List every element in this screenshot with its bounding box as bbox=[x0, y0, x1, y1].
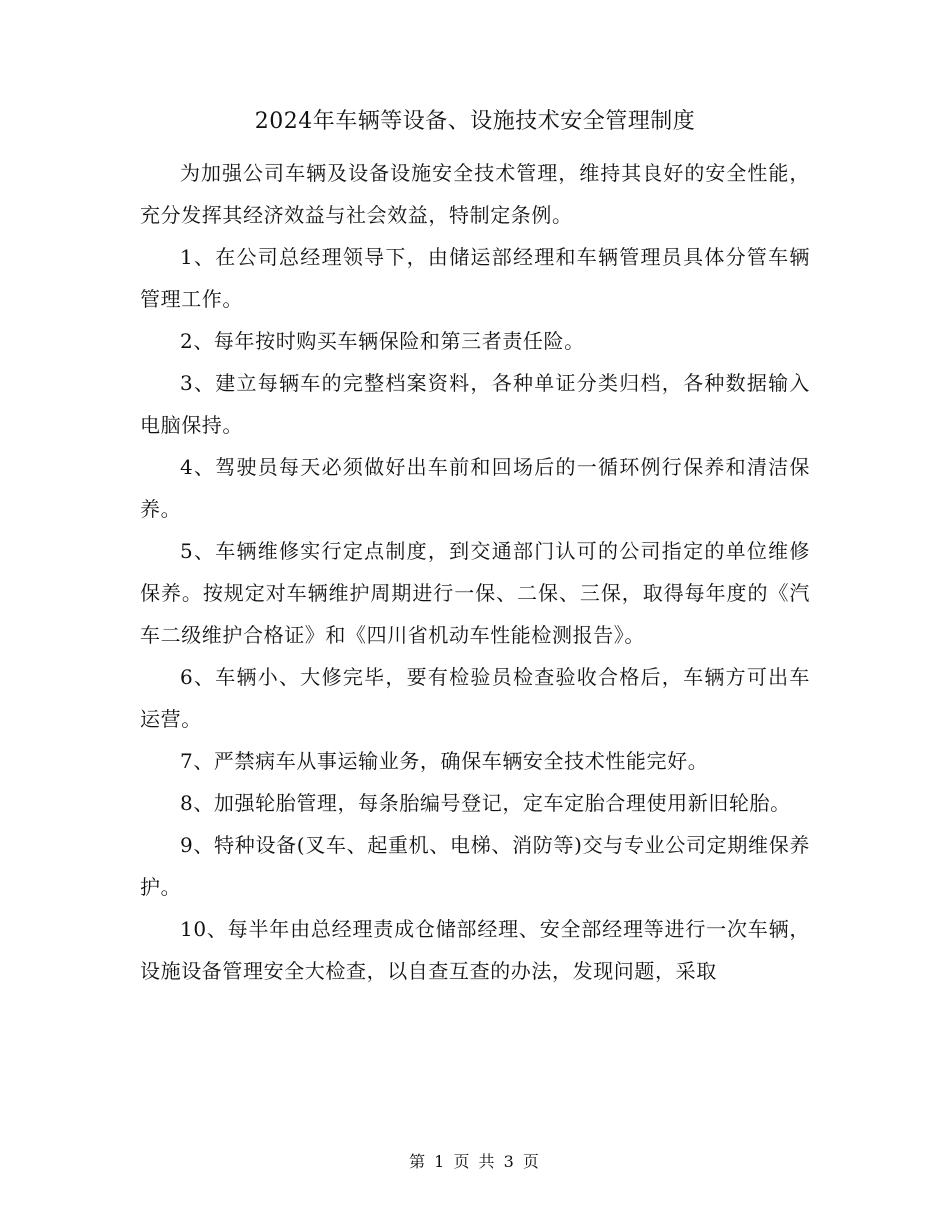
paragraph-item-10: 10、每半年由总经理责成仓储部经理、安全部经理等进行一次车辆，设施设备管理安全大检查，以自查互查的办法，发现问题，采取 bbox=[140, 917, 810, 983]
paragraph-item-2: 2、每年按时购买车辆保险和第三者责任险。 bbox=[180, 329, 585, 353]
paragraph-item-4: 4、驾驶员每天必须做好出车前和回场后的一循环例行保养和清洁保养。 bbox=[140, 455, 810, 521]
paragraph-item-9: 9、特种设备(叉车、起重机、电梯、消防等)交与专业公司定期维保养护。 bbox=[140, 833, 810, 899]
paragraph-item-6: 6、车辆小、大修完毕，要有检验员检查验收合格后，车辆方可出车运营。 bbox=[140, 665, 810, 731]
document-body bbox=[140, 152, 810, 992]
paragraph-item-1: 1、在公司总经理领导下，由储运部经理和车辆管理员具体分管车辆管理工作。 bbox=[140, 245, 810, 311]
page-number-footer: 第 1 页 共 3 页 bbox=[409, 1152, 541, 1171]
paragraph-item-5: 5、车辆维修实行定点制度，到交通部门认可的公司指定的单位维修保养。按规定对车辆维护周期进行一保、二保、三保，取得每年度的《汽车二级维护合格证》和《四川省机动车性能检测报告》。 bbox=[140, 539, 810, 647]
document-title: 2024年车辆等设备、设施技术安全管理制度 bbox=[254, 109, 696, 134]
paragraph-item-7: 7、严禁病车从事运输业务，确保车辆安全技术性能完好。 bbox=[180, 749, 709, 773]
paragraph-item-8: 8、加强轮胎管理，每条胎编号登记，定车定胎合理使用新旧轮胎。 bbox=[180, 791, 791, 815]
paragraph-item-3: 3、建立每辆车的完整档案资料，各种单证分类归档，各种数据输入电脑保持。 bbox=[140, 371, 810, 437]
paragraph-intro: 为加强公司车辆及设备设施安全技术管理，维持其良好的安全性能，充分发挥其经济效益与社会效益，特制定条例。 bbox=[140, 161, 810, 227]
